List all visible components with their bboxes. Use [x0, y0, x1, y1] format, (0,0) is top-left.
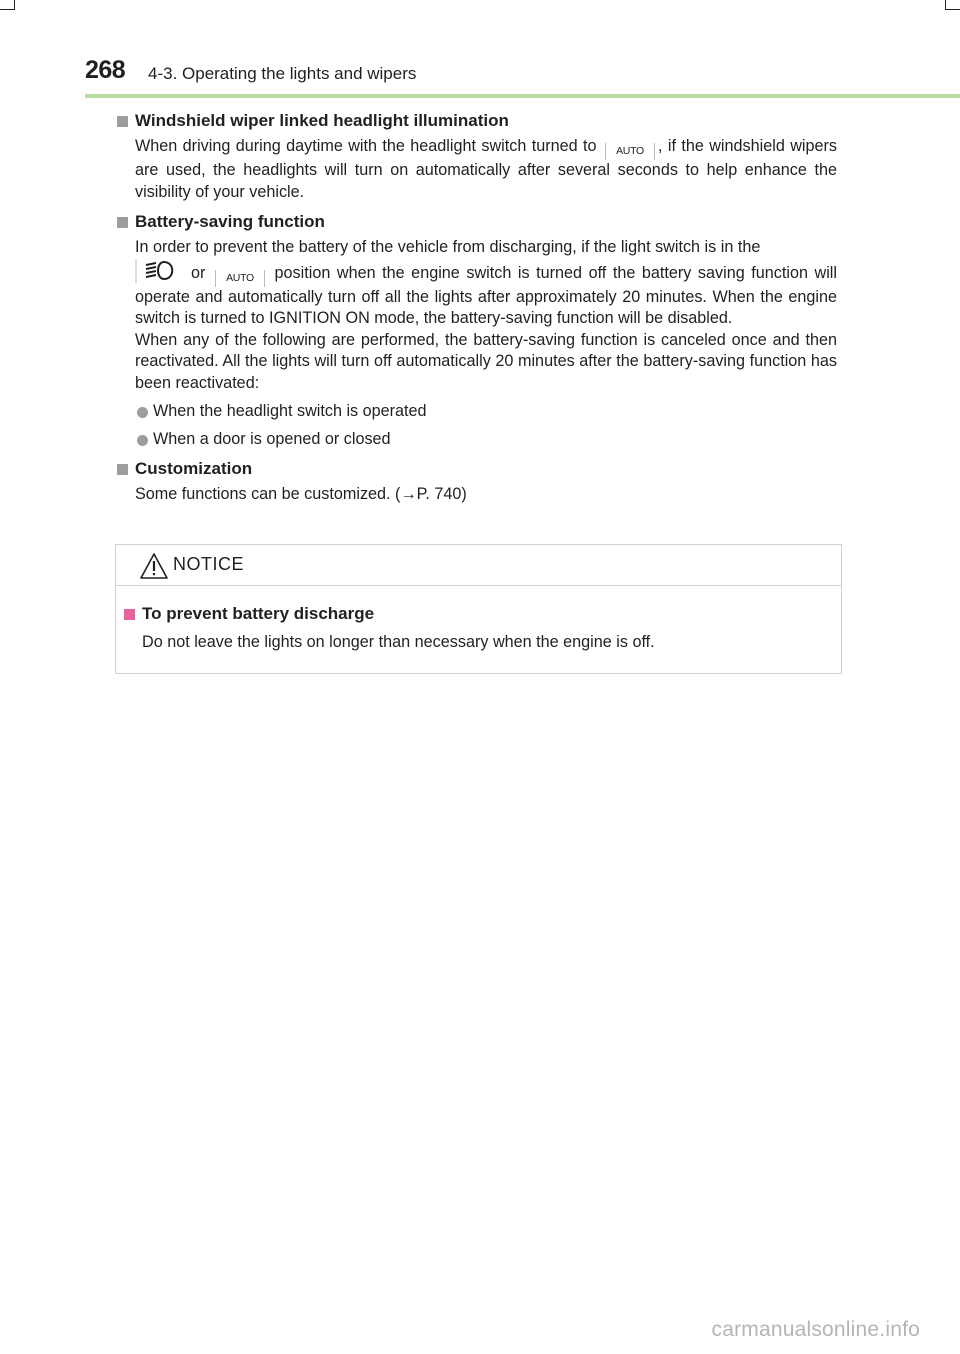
section-body-battery-2: When any of the following are performed, the battery-saving function is canceled once and then reactivated. All the lights will turn off automatically 20 minutes after the battery-saving function has been reactivated:	[135, 330, 837, 392]
notice-header	[116, 545, 841, 586]
headlight-icon	[135, 259, 183, 283]
round-bullet-icon	[137, 435, 148, 446]
page-number: 268	[85, 56, 126, 84]
list-item: When a door is opened or closed	[115, 428, 837, 450]
square-bullet-icon	[117, 116, 128, 127]
section-heading-customization: Customization	[115, 458, 837, 480]
section-heading-battery: Battery-saving function	[115, 211, 837, 233]
notice-box	[115, 544, 842, 674]
notice-text: Do not leave the lights on longer than necessary when the engine is off.	[142, 633, 655, 651]
chapter-title: 4-3. Operating the lights and wipers	[148, 64, 417, 83]
page-header	[85, 56, 960, 96]
page-reference-link[interactable]: P. 740)	[416, 485, 467, 503]
square-bullet-icon	[124, 609, 135, 620]
section-body-battery: In order to prevent the battery of the vehicle from discharging, if the light switch is in the or AUTO position when the engine switch is turned off the battery saving function will operate and automatically turn off all the lights after approximately 20 minutes. When the engine switch is turned to IGNITION ON mode, the battery-saving function will be disabled.	[135, 238, 838, 327]
round-bullet-icon	[137, 407, 148, 418]
square-bullet-icon	[117, 464, 128, 475]
section-body-wiper: When driving during daytime with the headlight switch turned to AUTO , if the windshield wipers are used, the headlights will turn on automatically after several seconds to help enhance the visibility of your vehicle.	[135, 137, 837, 201]
crop-mark-top-left-h	[0, 9, 14, 10]
notice-body	[122, 603, 822, 653]
square-bullet-icon	[117, 217, 128, 228]
auto-switch-icon: AUTO	[605, 143, 655, 160]
header-rule	[85, 94, 960, 98]
arrow-right-icon: →	[400, 485, 417, 503]
list-item: When the headlight switch is operated	[115, 400, 837, 422]
main-content	[115, 110, 837, 506]
notice-subheading: To prevent battery discharge	[122, 603, 822, 625]
section-heading-wiper: Windshield wiper linked headlight illumination	[115, 110, 837, 132]
watermark: carmanualsonline.info	[711, 1318, 920, 1341]
warning-triangle-icon	[139, 552, 169, 580]
notice-title: NOTICE	[173, 554, 245, 574]
auto-switch-icon: AUTO	[215, 270, 265, 287]
crop-mark-top-left	[14, 0, 15, 10]
section-body-customization: Some functions can be customized. (→P. 740)	[135, 485, 467, 503]
crop-mark-top-right-h	[946, 9, 960, 10]
